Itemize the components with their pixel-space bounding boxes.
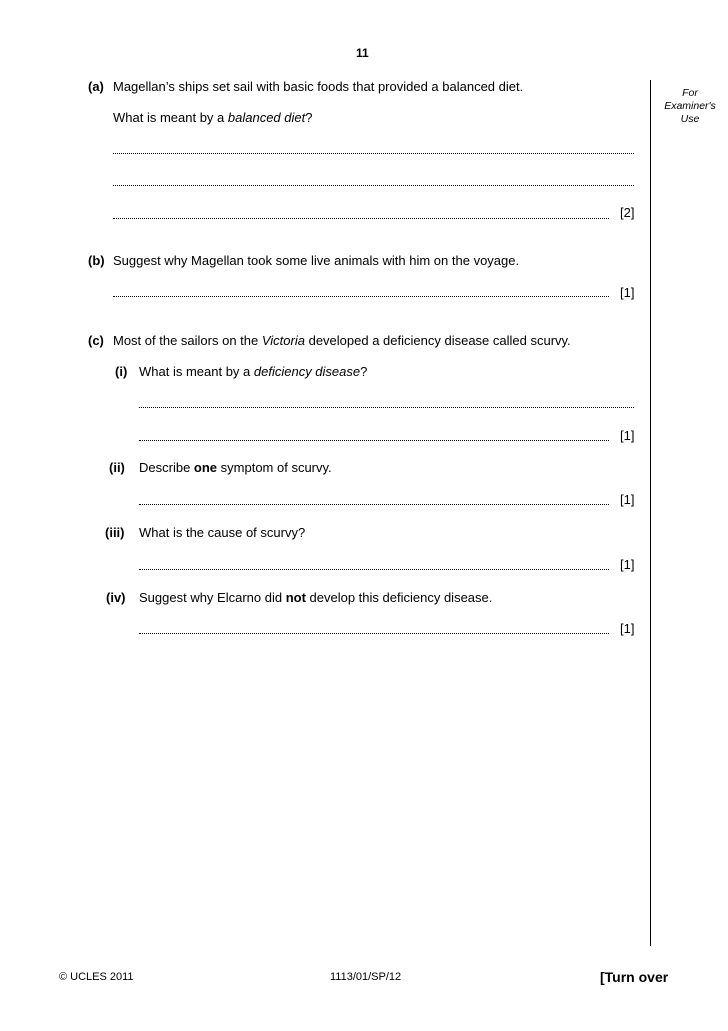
question-c-i-text: [139, 364, 367, 379]
question-c-i-term: deficiency disease: [253, 364, 361, 379]
footer-copyright: © UCLES 2011: [59, 971, 134, 983]
question-c-ii-bold: one: [193, 460, 218, 475]
question-c-iv-label: (iv): [106, 590, 126, 605]
question-c-stem-pre: Most of the sailors on the: [113, 333, 262, 348]
answer-line-a-1[interactable]: [113, 153, 634, 154]
question-c-ii-pre: Describe: [139, 460, 194, 475]
answer-line-c-i-1[interactable]: [139, 407, 634, 408]
question-c-i-label: (i): [115, 364, 128, 379]
question-c-iii-text: What is the cause of scurvy?: [139, 525, 306, 540]
margin-line-1: For: [682, 87, 698, 99]
question-c-iv-pre: Suggest why Elcarno did: [139, 590, 286, 605]
footer-code: 1113/01/SP/12: [330, 971, 402, 983]
answer-line-a-2[interactable]: [113, 185, 634, 186]
answer-line-c-i-2[interactable]: [139, 440, 609, 441]
question-a-term: balanced diet: [227, 110, 306, 125]
question-c-ship: Victoria: [261, 333, 305, 348]
question-c-iii-marks: [1]: [620, 557, 635, 572]
question-c-iv-post: develop this deficiency disease.: [305, 590, 493, 605]
question-c-iv-bold: not: [285, 590, 306, 605]
question-c-ii-post: symptom of scurvy.: [217, 460, 332, 475]
question-a-stem: Magellan’s ships set sail with basic foods that provided a balanced diet.: [113, 79, 524, 94]
answer-line-a-3[interactable]: [113, 218, 609, 219]
turn-over: [Turn over: [600, 969, 669, 985]
question-b-label: (b): [88, 253, 105, 268]
margin-line-3: Use: [680, 113, 700, 125]
page-number: 11: [356, 46, 369, 60]
question-a-prompt-post: ?: [305, 110, 313, 125]
question-c-stem-post: developed a deficiency disease called scurvy.: [304, 333, 571, 348]
question-c-iv-marks: [1]: [620, 621, 635, 636]
question-c-i-post: ?: [360, 364, 368, 379]
question-c-ii-label: (ii): [109, 460, 125, 475]
question-a-prompt-pre: What is meant by a: [113, 110, 228, 125]
question-a-marks: [2]: [620, 205, 635, 220]
examiner-use-note: [652, 87, 728, 126]
question-c-label: (c): [88, 333, 104, 348]
examiner-margin-line: [650, 80, 651, 946]
answer-line-c-iv-1[interactable]: [139, 633, 609, 634]
question-c-ii-text: [139, 460, 332, 475]
question-a-label: (a): [88, 79, 104, 94]
question-b-text: Suggest why Magellan took some live animals with him on the voyage.: [113, 253, 520, 268]
question-c-i-pre: What is meant by a: [139, 364, 254, 379]
question-c-stem: [113, 333, 571, 348]
question-a-prompt: [113, 110, 312, 125]
margin-line-2: Examiner's: [664, 100, 716, 112]
question-c-ii-marks: [1]: [620, 492, 635, 507]
answer-line-c-ii-1[interactable]: [139, 504, 609, 505]
question-c-iv-text: [139, 590, 492, 605]
question-c-iii-label: (iii): [105, 525, 125, 540]
answer-line-b-1[interactable]: [113, 296, 609, 297]
question-b-marks: [1]: [620, 285, 635, 300]
question-c-i-marks: [1]: [620, 428, 635, 443]
answer-line-c-iii-1[interactable]: [139, 569, 609, 570]
